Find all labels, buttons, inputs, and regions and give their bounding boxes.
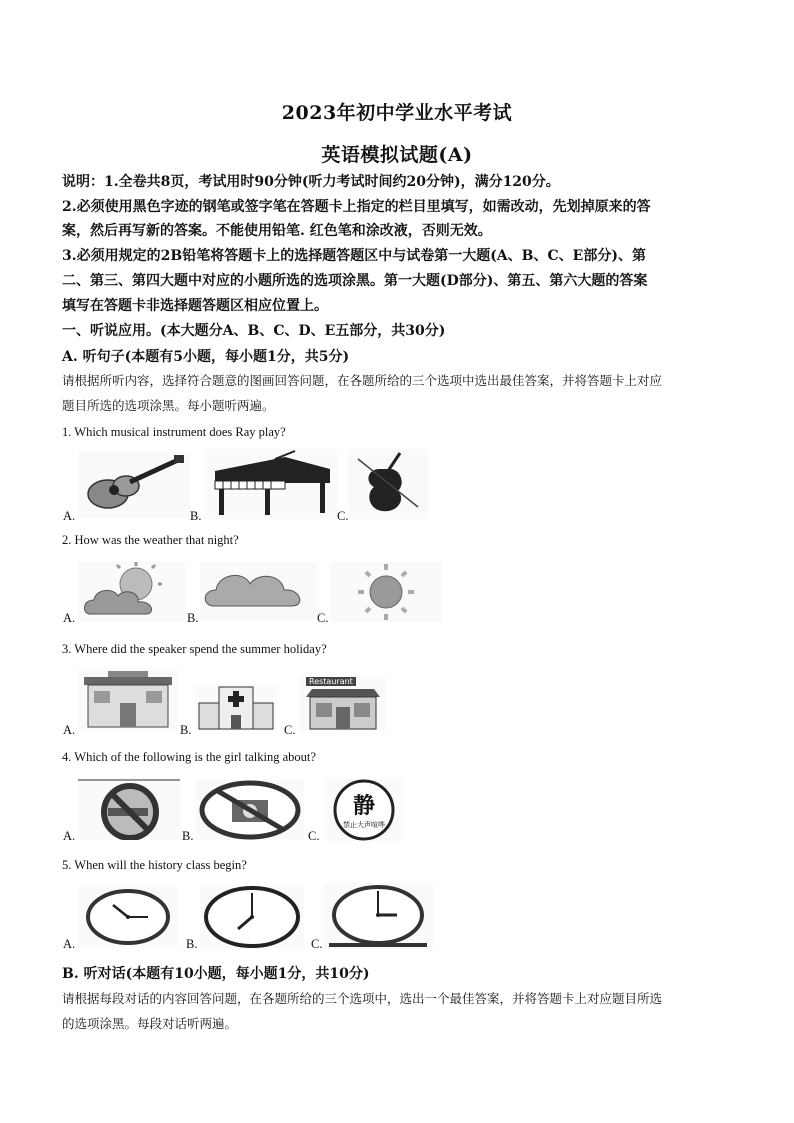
cloudy-sun-icon	[78, 562, 185, 622]
option-label-c: C.	[284, 723, 296, 737]
piano-icon	[205, 449, 337, 519]
option-label-b: B.	[186, 937, 198, 951]
option-label-b: B.	[190, 509, 202, 523]
partA-desc-a: 请根据所听内容，选择符合题意的图画回答问题，在各题所给的三个选项中选出最佳答案，并将答题卡上对应	[62, 373, 663, 388]
question-3: 3. Where did the speaker spend the summer holiday?	[62, 642, 327, 656]
option-label-a: A.	[63, 829, 76, 843]
question-4: 4. Which of the following is the girl talking about?	[62, 750, 316, 764]
clock-icon	[323, 883, 433, 949]
partB-desc-a: 请根据每段对话的内容回答问题，在各题所给的三个选项中，选出一个最佳答案，并将答题卡上对应题目所选	[62, 991, 663, 1006]
clock-icon	[78, 887, 178, 947]
instruction-line-2b: 案，然后再写新的答案。不能使用铅笔. 红色笔和涂改液，否则无效。	[62, 223, 492, 239]
option-label-c: C.	[308, 829, 320, 843]
option-label-c: C.	[311, 937, 323, 951]
option-label-c: C.	[337, 509, 349, 523]
question-5: 5. When will the history class begin?	[62, 858, 247, 872]
instruction-line-3b: 二、第三、第四大题中对应的小题所选的选项涂黑。第一大题(D部分)、第五、第六大题的答案	[62, 273, 648, 289]
sun-icon	[330, 562, 442, 622]
instruction-line-2a: 2.必须使用黑色字迹的钢笔或签字笔在答题卡上指定的栏目里填写，如需改动，先划掉原来的答	[62, 199, 651, 215]
guitar-icon	[78, 452, 190, 518]
option-label-b: B.	[187, 611, 199, 625]
question-1: 1. Which musical instrument does Ray play?	[62, 425, 286, 439]
quiet-sign-text: 静	[352, 794, 375, 819]
clock-icon	[200, 885, 304, 949]
partA-desc-b: 题目所选的选项涂黑。每小题听两遍。	[62, 398, 275, 413]
restaurant-icon	[300, 677, 386, 731]
option-label-b: B.	[182, 829, 194, 843]
no-photo-icon	[196, 780, 304, 840]
hospital-icon	[195, 685, 277, 731]
option-label-a: A.	[63, 723, 76, 737]
quiet-sign-caption: 禁止大声喧哗	[343, 821, 385, 829]
exam-subtitle: 英语模拟试题(A)	[321, 144, 473, 166]
instruction-line-3a: 3.必须用规定的2B铅笔将答题卡上的选择题答题区中与试卷第一大题(A、B、C、E部分)、第	[62, 248, 646, 264]
cloud-icon	[200, 562, 317, 620]
instruction-line-3c: 填写在答题卡非选择题答题区相应位置上。	[62, 298, 328, 314]
section1-heading: 一、听说应用。(本大题分A、B、C、D、E五部分，共30分)	[62, 323, 446, 339]
exam-title: 2023年初中学业水平考试	[281, 102, 513, 124]
question-2: 2. How was the weather that night?	[62, 533, 239, 547]
violin-icon	[348, 449, 428, 519]
no-smoking-icon	[78, 778, 180, 840]
partA-heading: A. 听句子(本题有5小题，每小题1分，共5分)	[62, 349, 350, 365]
library-icon	[78, 669, 178, 731]
partB-desc-b: 的选项涂黑。每段对话听两遍。	[62, 1016, 238, 1031]
option-label-a: A.	[63, 509, 76, 523]
instruction-line-1: 说明：1.全卷共8页，考试用时90分钟(听力考试时间约20分钟)，满分120分。	[62, 174, 560, 190]
option-label-a: A.	[63, 937, 76, 951]
option-label-a: A.	[63, 611, 76, 625]
quiet-sign-icon	[325, 779, 403, 841]
option-label-b: B.	[180, 723, 192, 737]
option-label-c: C.	[317, 611, 329, 625]
partB-heading: B. 听对话(本题有10小题，每小题1分，共10分)	[62, 966, 370, 982]
restaurant-sign: Restaurant	[306, 677, 356, 686]
